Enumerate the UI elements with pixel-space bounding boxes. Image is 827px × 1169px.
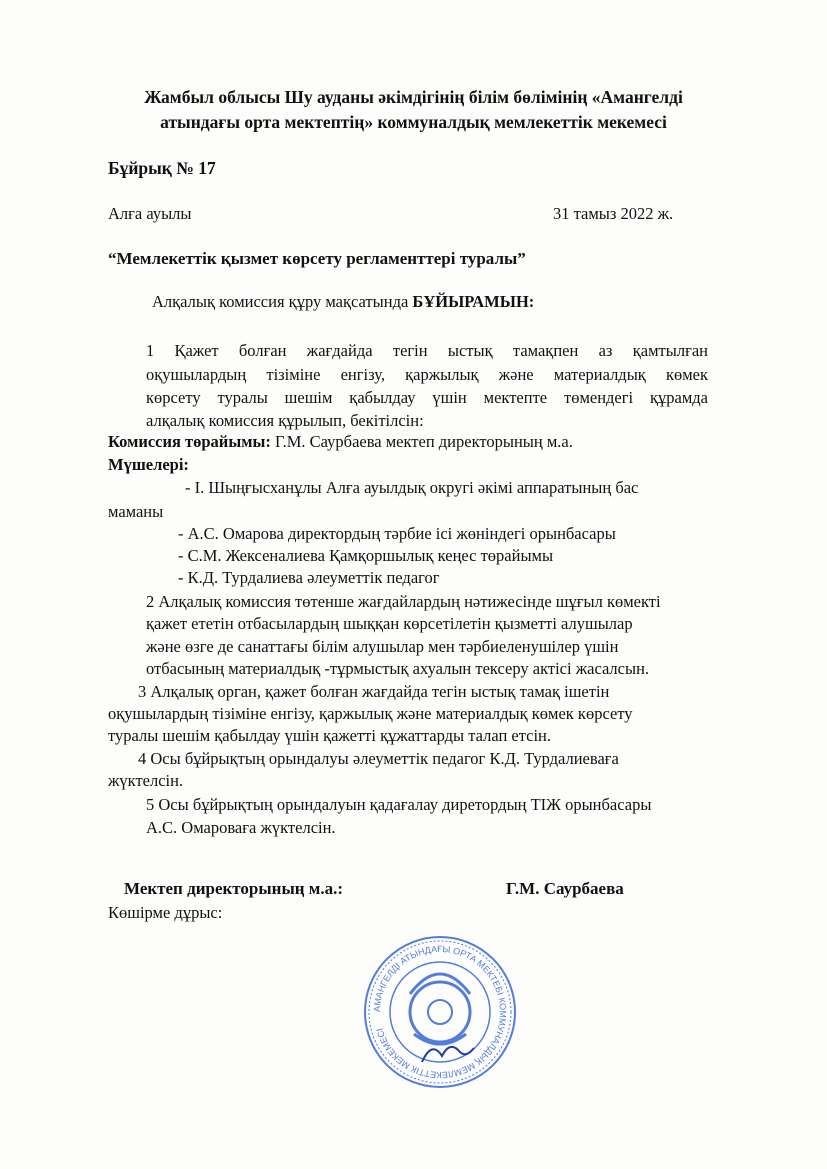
signature-scribble	[422, 1047, 474, 1062]
copy-note: Көшірме дұрыс:	[108, 903, 223, 922]
intro	[152, 292, 534, 312]
member: - К.Д. Турдалиева әлеуметтік педагог	[178, 568, 440, 587]
item5-line: А.С. Омароваға жүктелсін.	[146, 818, 336, 837]
item2-line: 2 Алқалық комиссия төтенше жағдайлардың нәтижесінде шұғыл көмекті	[146, 592, 661, 611]
chair-label: Комиссия төрайымы:	[108, 432, 271, 451]
item4-line: жүктелсін.	[108, 771, 184, 790]
item5-line: 5 Осы бұйрықтың орындалуын қадағалау диретордың ТІЖ орынбасары	[146, 795, 652, 814]
members-label: Мүшелері:	[108, 455, 189, 474]
item1-line: 1 Қажет болған жағдайда тегін ыстық тамақпен аз қамтылған	[146, 341, 708, 360]
item2-line: қажет ететін отбасылардың шыққан көрсетілетін қызметті алушылар	[146, 614, 633, 633]
header-line-2: атындағы орта мектептің» коммуналдық мемлекеттік мекемесі	[160, 112, 667, 132]
member: - С.М. Жексеналиева Қамқоршылық кеңес төрайымы	[178, 546, 554, 565]
item3-line: туралы шешім қабылдау үшін қажетті құжаттарды талап етсін.	[108, 726, 551, 745]
member: - І. Шыңғысханұлы Алға ауылдық округі әкімі аппаратының бас	[185, 478, 639, 497]
chair-text: Г.М. Саурбаева мектеп директорының м.а.	[270, 432, 573, 451]
intro-bold: БҰЙЫРАМЫН:	[412, 292, 535, 311]
date: 31 тамыз 2022 ж.	[553, 204, 674, 223]
intro-text: Алқалық комиссия құру мақсатында	[152, 292, 413, 311]
item1-line: оқушылардың тізіміне енгізу, қаржылық және материалдық көмек	[146, 365, 708, 384]
item3-line: оқушылардың тізіміне енгізу, қаржылық және материалдық көмек көрсету	[108, 704, 633, 723]
member: маманы	[108, 502, 164, 521]
official-stamp-seal	[362, 934, 518, 1090]
item3-line: 3 Алқалық орган, қажет болған жағдайда тегін ыстық тамақ ішетін	[138, 682, 610, 701]
header-line-1: Жамбыл облысы Шу ауданы әкімдігінің білім бөлімінің «Амангелді	[144, 87, 683, 107]
item2-line: және өзге де санаттағы білім алушылар мен тәрбиеленушілер үшін	[146, 637, 619, 656]
order-number: Бұйрық № 17	[108, 158, 216, 178]
item1-line: алқалық комиссия құрылып, бекітілсін:	[146, 411, 424, 430]
item1-line: көрсету туралы шешім қабылдау үшін мектепте төмендегі құрамда	[146, 388, 708, 407]
subject: “Мемлекеттік қызмет көрсету регламенттері туралы”	[108, 249, 526, 268]
signature-title: Мектеп директорының м.а.:	[124, 879, 343, 898]
signature-name: Г.М. Саурбаева	[506, 879, 624, 898]
place: Алға ауылы	[108, 204, 192, 223]
svg-text:АМАНГЕЛДІ АТЫНДАҒЫ ОРТА МЕКТЕБ: АМАНГЕЛДІ АТЫНДАҒЫ ОРТА МЕКТЕБІ КОММУНАЛДЫҚ МЕМЛЕКЕТТІК МЕКЕМЕСІ	[371, 943, 509, 1081]
member: - А.С. Омарова директордың тәрбие ісі жөніндегі орынбасары	[178, 524, 616, 543]
item4-line: 4 Осы бұйрықтың орындалуы әлеуметтік педагог К.Д. Турдалиеваға	[138, 749, 619, 768]
item2-line: отбасының материалдық -тұрмыстық ахуалын тексеру актісі жасалсын.	[146, 659, 650, 678]
commission-chair	[108, 432, 573, 452]
